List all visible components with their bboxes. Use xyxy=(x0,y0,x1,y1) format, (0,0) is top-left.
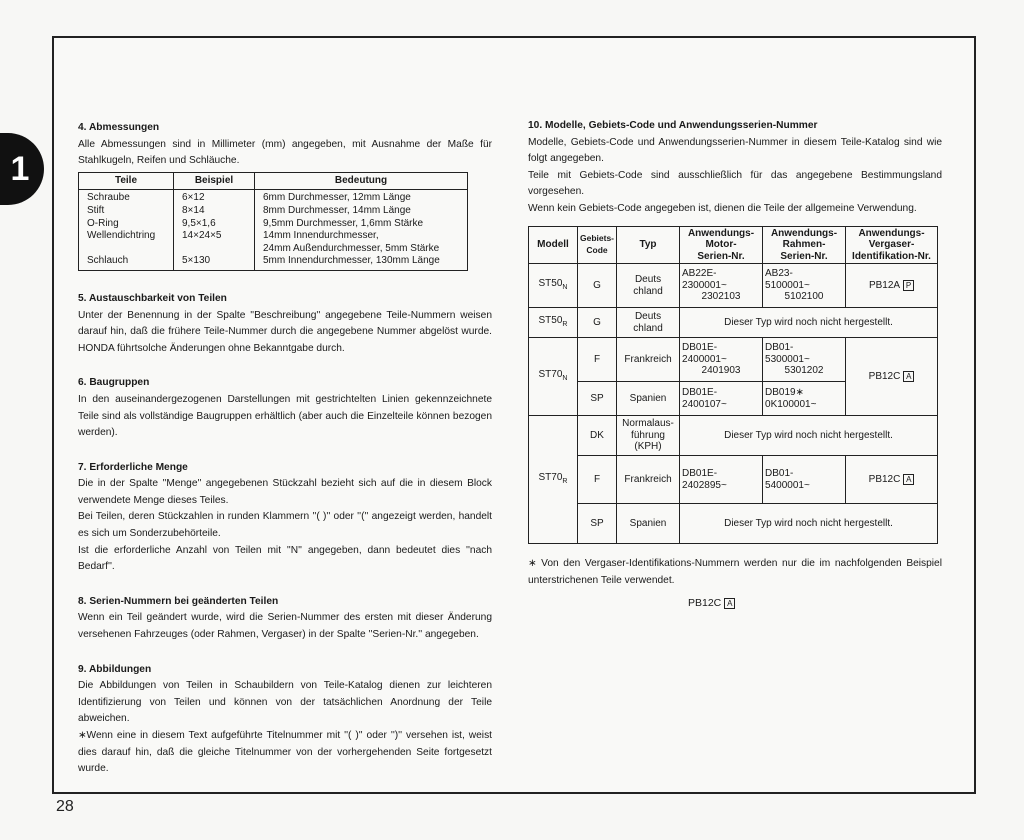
frame-cell xyxy=(763,264,846,308)
not-produced-cell: Dieser Typ wird noch nicht hergestellt. xyxy=(680,504,938,544)
model-name: ST50 xyxy=(538,314,563,326)
header-code-b: Code xyxy=(586,244,608,255)
type-cell xyxy=(617,308,680,338)
frame-a: DB01- xyxy=(765,342,794,354)
code-cell: G xyxy=(578,308,617,338)
dim-part: Wellendichtring xyxy=(79,230,174,255)
section-8-title: 8. Serien-Nummern bei geänderten Teilen xyxy=(78,595,279,607)
model-name: ST50 xyxy=(538,277,563,289)
frame-a: AB23- xyxy=(765,268,793,280)
section-8-text: Wenn ein Teil geändert wurde, wird die Serien-Nummer des ersten mit dieser Änderung versehenen Fahrzeuges (oder Rahmen, Vergaser) in der Spalte ''Serien-Nr.'' angegeben. xyxy=(78,612,492,641)
example xyxy=(688,595,942,612)
table-row xyxy=(79,190,468,205)
type-b: führung xyxy=(631,429,665,441)
dim-example: 6×12 xyxy=(174,190,255,205)
type-a: Deuts xyxy=(634,311,662,323)
model-sub: N xyxy=(562,283,568,291)
dim-meaning: 9,5mm Durchmesser, 1,6mm Stärke xyxy=(255,218,468,231)
dim-meaning: 14mm Innendurchmesser, xyxy=(263,230,379,242)
page-number: 28 xyxy=(56,798,74,815)
model-cell xyxy=(529,308,578,338)
section-5-title: 5. Austauschbarkeit von Teilen xyxy=(78,292,227,304)
header-rahmen-a: Anwendungs- xyxy=(770,227,838,239)
vergaser-box: P xyxy=(903,280,914,291)
dim-part: O-Ring xyxy=(79,218,174,231)
example-box: A xyxy=(724,598,735,609)
dim-example: 5×130 xyxy=(174,255,255,270)
dim-meaning: 8mm Durchmesser, 14mm Länge xyxy=(255,205,468,218)
header-code xyxy=(578,226,617,264)
section-10-text-3: Wenn kein Gebiets-Code angegeben ist, dienen die Teile der allgemeine Verwendung. xyxy=(528,202,917,214)
motor-a: DB01E- xyxy=(682,342,718,354)
dim-header-meaning: Bedeutung xyxy=(255,172,468,190)
section-9-text-2: ∗Wenn eine in diesem Text aufgeführte Titelnummer mit ''( )'' oder '')'' versehen ist, weist dies darauf hin, daß die gleiche Titelnummer von der vorhergehenden Seite fortgesetzt wurde. xyxy=(78,730,492,775)
dim-part: Schraube xyxy=(79,190,174,205)
models-table xyxy=(528,226,938,545)
dim-meaning-2: 24mm Außendurchmesser, 5mm Stärke xyxy=(263,242,440,254)
header-motor-a: Anwendungs- xyxy=(687,227,755,239)
section-10-title: 10. Modelle, Gebiets-Code und Anwendungsserien-Nummer xyxy=(528,120,818,131)
frame-c: 5301202 xyxy=(784,365,824,377)
motor-a: DB01E- xyxy=(682,468,718,480)
dim-meaning: 6mm Durchmesser, 12mm Länge xyxy=(255,190,468,205)
header-vergaser xyxy=(846,226,938,264)
header-verg-c: Identifikation-Nr. xyxy=(852,250,931,262)
code-cell: SP xyxy=(578,504,617,544)
frame-b: 5400001~ xyxy=(765,479,810,491)
type-cell: Frankreich xyxy=(617,338,680,382)
left-column xyxy=(78,120,492,778)
section-6-title: 6. Baugruppen xyxy=(78,377,150,389)
section-6-text: In den auseinandergezogenen Darstellungen mit gestrichtelten Linien gekennzeichnete Teile sind als vollständige Baugruppen erhältlich (aber auch die Einzelteile können bezogen werden). xyxy=(78,393,492,439)
section-7-text-2: Bei Teilen, deren Stückzahlen in runden Klammern ''( )'' oder ''('' angezeigt werden, handelt es sich um Sonderzubehörteile. xyxy=(78,511,492,540)
motor-a: AB22E- xyxy=(682,268,717,280)
model-name: ST70 xyxy=(538,368,563,380)
frame-a: DB01- xyxy=(765,468,794,480)
motor-b: 2400001~ xyxy=(682,353,727,365)
type-b: chland xyxy=(633,322,663,334)
header-typ: Typ xyxy=(617,226,680,264)
header-modell: Modell xyxy=(529,226,578,264)
type-cell xyxy=(617,416,680,456)
table-row xyxy=(529,504,938,544)
header-motor-b: Motor- xyxy=(705,239,737,251)
code-cell: F xyxy=(578,338,617,382)
vergaser-id: PB12C xyxy=(868,473,901,485)
dimensions-table xyxy=(78,172,468,271)
chapter-number: 1 xyxy=(10,149,30,188)
motor-a: DB01E- xyxy=(682,387,718,399)
motor-cell xyxy=(680,456,763,504)
not-produced-cell: Dieser Typ wird noch nicht hergestellt. xyxy=(680,308,938,338)
dim-example: 14×24×5 xyxy=(174,230,255,255)
section-10-text-2: Teile mit Gebiets-Code sind ausschließlich für das angegebene Bestimmungsland vorgesehen. xyxy=(528,169,942,198)
type-b: chland xyxy=(633,285,663,297)
dim-meaning: 5mm Innendurchmesser, 130mm Länge xyxy=(255,255,468,270)
type-cell: Spanien xyxy=(617,504,680,544)
frame-a: DB019∗ xyxy=(765,387,804,399)
frame-cell xyxy=(763,338,846,382)
frame-cell xyxy=(763,456,846,504)
table-row xyxy=(529,456,938,504)
motor-c: 2302103 xyxy=(701,291,741,303)
section-7-text-1: Die in der Spalte ''Menge'' angegebenen Stückzahl bezieht sich auf die in diesem Block verwendete Menge dieses Teiles. xyxy=(78,478,492,506)
dim-header-example: Beispiel xyxy=(174,172,255,190)
header-rahmen xyxy=(763,226,846,264)
motor-b: 2400107~ xyxy=(682,398,727,410)
page-frame xyxy=(52,36,976,794)
models-header-row xyxy=(529,226,938,264)
type-a: Deuts xyxy=(634,274,662,286)
vergaser-cell xyxy=(846,338,938,416)
motor-cell xyxy=(680,382,763,416)
code-cell: DK xyxy=(578,416,617,456)
frame-b: 5300001~ xyxy=(765,353,810,365)
table-row xyxy=(529,416,938,456)
table-row xyxy=(529,338,938,382)
section-4-title: 4. Abmessungen xyxy=(78,122,160,133)
table-row xyxy=(79,205,468,218)
dim-part: Stift xyxy=(79,205,174,218)
table-row xyxy=(529,308,938,338)
header-motor-c: Serien-Nr. xyxy=(697,250,745,262)
vergaser-box: A xyxy=(903,474,914,485)
right-column xyxy=(528,118,942,612)
type-cell xyxy=(617,264,680,308)
model-cell xyxy=(529,338,578,416)
frame-b: 0K100001~ xyxy=(765,398,817,410)
header-rahmen-c: Serien-Nr. xyxy=(780,250,828,262)
dimensions-header-row xyxy=(79,172,468,190)
section-10-text-1: Modelle, Gebiets-Code und Anwendungsserien-Nummer in diesem Teile-Katalog sind wie folgt angegeben. xyxy=(528,136,942,165)
chapter-tab xyxy=(0,133,44,205)
model-cell xyxy=(529,416,578,544)
dim-example: 8×14 xyxy=(174,205,255,218)
type-cell: Frankreich xyxy=(617,456,680,504)
table-row xyxy=(79,255,468,270)
vergaser-id: PB12A xyxy=(868,279,901,291)
section-9-title: 9. Abbildungen xyxy=(78,663,152,675)
table-row xyxy=(79,230,468,255)
section-5-text: Unter der Benennung in der Spalte ''Beschreibung'' angegebene Teile-Nummern weisen darauf hin, daß die frühere Teile-Nummer durch die angegebene Nummer abgelöst wurde. HONDA führtsolche Änderungen ohne Bekanntgabe durch. xyxy=(78,309,492,354)
table-row xyxy=(79,218,468,231)
motor-b: 2402895~ xyxy=(682,479,727,491)
type-c: (KPH) xyxy=(634,441,662,453)
vergaser-cell xyxy=(846,456,938,504)
table-row xyxy=(529,264,938,308)
section-7-text-3: Ist die erforderliche Anzahl von Teilen mit ''N'' angegeben, dann bedeutet dies ''nach Bedarf''. xyxy=(78,544,492,573)
type-a: Normalaus- xyxy=(622,418,674,430)
section-9-text-1: Die Abbildungen von Teilen in Schaubildern von Teile-Katalog dienen zur leichteren Identifizierung von Teilen und können von der tatsächlichen Anordnung der Teile abweichen. xyxy=(78,680,492,725)
code-cell: SP xyxy=(578,382,617,416)
section-7-title: 7. Erforderliche Menge xyxy=(78,461,188,473)
header-rahmen-b: Rahmen- xyxy=(782,239,826,251)
model-sub: R xyxy=(562,477,568,485)
motor-cell xyxy=(680,338,763,382)
model-sub: N xyxy=(562,374,568,382)
header-code-a: Gebiets- xyxy=(580,233,615,244)
vergaser-id: PB12C xyxy=(868,370,901,382)
dim-part: Schlauch xyxy=(79,255,174,270)
motor-cell xyxy=(680,264,763,308)
motor-c: 2401903 xyxy=(701,365,741,377)
frame-b: 5100001~ xyxy=(765,279,810,291)
code-cell: G xyxy=(578,264,617,308)
header-verg-b: Vergaser- xyxy=(868,239,915,251)
footnote: ∗ Von den Vergaser-Identifikations-Nummern werden nur die im nachfolgenden Beispiel unterstrichenen Teile verwendet. xyxy=(528,558,942,586)
section-4-text: Alle Abmessungen sind in Millimeter (mm) angegeben, mit Ausnahme der Maße für Stahlkugeln, Reifen und Schläuche. xyxy=(78,138,492,167)
code-cell: F xyxy=(578,456,617,504)
frame-c: 5102100 xyxy=(784,291,824,303)
vergaser-box: A xyxy=(903,371,914,382)
model-name: ST70 xyxy=(538,471,563,483)
header-motor xyxy=(680,226,763,264)
dim-header-part: Teile xyxy=(79,172,174,190)
type-cell: Spanien xyxy=(617,382,680,416)
dim-example: 9,5×1,6 xyxy=(174,218,255,231)
frame-cell xyxy=(763,382,846,416)
example-id: PB12C xyxy=(688,597,722,610)
vergaser-cell xyxy=(846,264,938,308)
dim-meaning-multiline xyxy=(255,230,468,255)
motor-b: 2300001~ xyxy=(682,279,727,291)
model-cell xyxy=(529,264,578,308)
model-sub: R xyxy=(562,320,568,328)
not-produced-cell: Dieser Typ wird noch nicht hergestellt. xyxy=(680,416,938,456)
header-verg-a: Anwendungs- xyxy=(858,227,925,239)
